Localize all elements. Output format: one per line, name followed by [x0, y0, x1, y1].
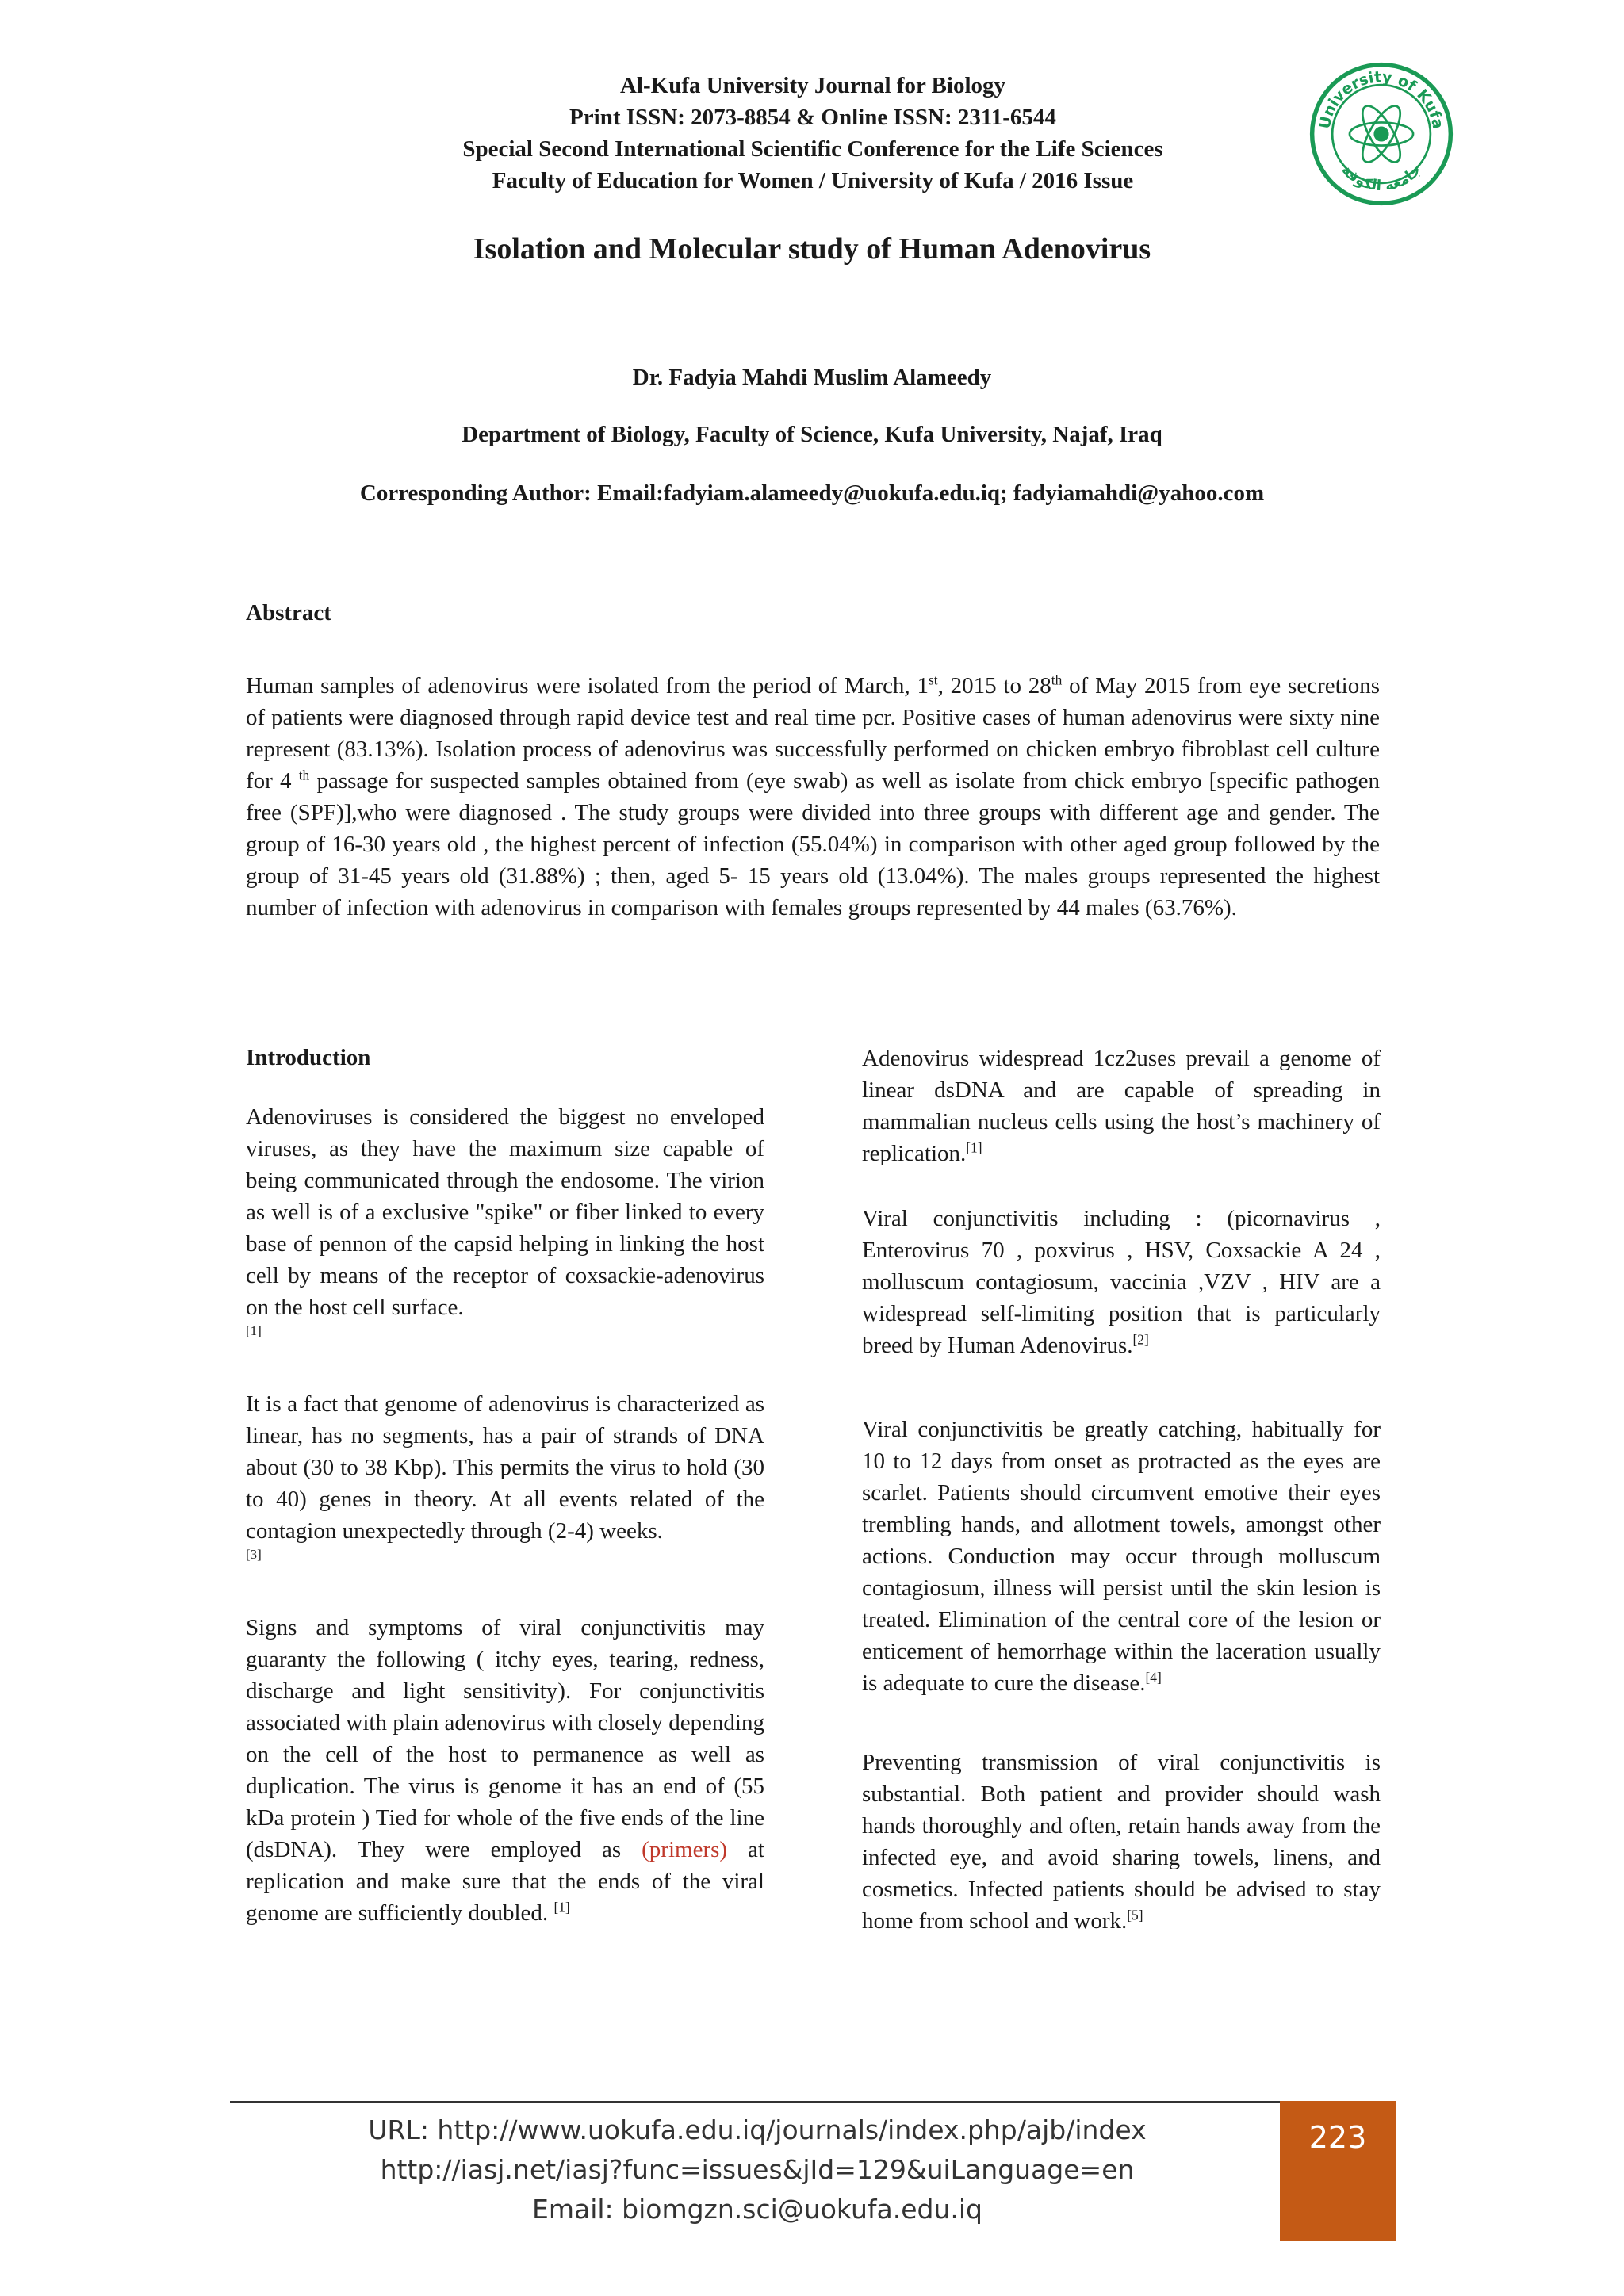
introduction-heading: Introduction — [246, 1045, 371, 1070]
citation: [4] — [1145, 1669, 1162, 1686]
conference-line: Special Second International Scientific Conference for the Life Sciences — [462, 136, 1163, 162]
university-seal-icon — [1307, 62, 1456, 206]
abstract-heading: Abstract — [246, 600, 331, 626]
intro-paragraph: Signs and symptoms of viral conjunctivitis may guaranty the following ( itchy eyes, tearing, redness, discharge and light sensitivity). For conjunctivitis associated with plain adenovirus with closely depending on the cell of the host to permanence as well as duplication. The virus is genome it has an end of (55 kDa protein ) Tied for whole of the five ends of the line (dsDNA). They were employed as (primers) at replication and make sure that the ends of the viral genome are sufficiently doubled. [1] — [246, 1615, 764, 1926]
journal-header — [301, 70, 1324, 197]
author-affiliation: Department of Biology, Faculty of Science, Kufa University, Najaf, Iraq — [462, 422, 1162, 447]
primers-link[interactable]: (primers) — [642, 1837, 728, 1862]
intro-paragraph: It is a fact that genome of adenovirus is characterized as linear, has no segments, has a pair of strands of DNA about (30 to 38 Kbp). This permits the virus to hold (30 to 40) genes in theory. At all events related of the contagion unexpectedly through (2-4) weeks. [3] — [246, 1391, 764, 1562]
footer-divider — [230, 2101, 1285, 2103]
citation: [2] — [1132, 1331, 1149, 1348]
introduction-left-column — [246, 1101, 764, 1929]
issue-line: Faculty of Education for Women / University of Kufa / 2016 Issue — [492, 168, 1134, 193]
citation: [1] — [553, 1899, 570, 1915]
page-number: 223 — [1308, 2120, 1367, 2155]
intro-paragraph: Preventing transmission of viral conjunctivitis is substantial. Both patient and provider should wash hands thoroughly and often, retain hands away from the infected eye, and avoid sharing towels, linens, and cosmetics. Infected patients should be advised to stay home from school and work.[5] — [862, 1750, 1381, 1934]
abstract-text: Human samples of adenovirus were isolated from the period of March, 1st, 2015 to 28th of May 2015 from eye secretions of patients were diagnosed through rapid device test and real time pcr. Positive cases of human adenovirus were sixty nine represent (83.13%). Isolation process of adenovirus was successfully performed on chicken embryo fibroblast cell culture for 4 $^{th}$ passage for suspected samples obtained from (eye swab) as well as isolate from chick embryo [specific pathogen free (SPF)],who were diagnosed . The study groups were divided into three groups with different age and gender. The group of 16-30 years old , the highest percent of infection (55.04%) in comparison with other aged group followed by the group of 31-45 years old (31.88%) ; then, aged 5- 15 years old (13.04%). The males groups represented the highest number of infection with adenovirus in comparison with females groups represented by 44 males (63.76%). — [246, 672, 1380, 920]
footer — [230, 2110, 1285, 2229]
corresponding-author: Corresponding Author: Email:fadyiam.alameedy@uokufa.edu.iq; fadyiamahdi@yahoo.com — [359, 480, 1265, 506]
footer-url-iasj[interactable]: http://iasj.net/iasj?func=issues&jId=129&uiLanguage=en — [380, 2154, 1135, 2185]
journal-name: Al-Kufa University Journal for Biology — [619, 73, 1006, 98]
issn-line: Print ISSN: 2073-8854 & Online ISSN: 2311-6544 — [569, 105, 1056, 130]
seal-text-top: University of Kufa — [1315, 67, 1448, 131]
citation: [1] — [246, 1323, 262, 1338]
intro-paragraph: Adenoviruses is considered the biggest no enveloped viruses, as they have the maximum size capable of being communicated through the endosome. The virion as well is of a exclusive "spike" or fiber linked to every base of pennon of the capsid helping in linking the host cell by means of the receptor of coxsackie-adenovirus on the host cell surface. [1] — [246, 1104, 764, 1338]
paper-title: Isolation and Molecular study of Human Adenovirus — [473, 232, 1151, 266]
intro-paragraph: Viral conjunctivitis including : (picornavirus , Enterovirus 70 , poxvirus , HSV, Coxsackie A 24 , molluscum contagiosum, vaccinia ,VZV , HIV are a widespread self-limiting position that is particularly breed by Human Adenovirus.[2] — [862, 1206, 1381, 1358]
citation: [5] — [1127, 1907, 1143, 1923]
seal-text-bottom: جامعة الكوفة — [1338, 162, 1425, 195]
introduction-right-column — [862, 1043, 1381, 1937]
intro-paragraph: Viral conjunctivitis be greatly catching, habitually for 10 to 12 days from onset as protracted as the eyes are scarlet. Patients should circumvent emotive their eyes trembling hands, and allotment towels, amongst other actions. Conduction may occur through molluscum contagiosum, illness will persist until the skin lesion is treated. Elimination of the central core of the lesion or enticement of hemorrhage within the laceration usually is adequate to cure the disease.[4] — [862, 1417, 1381, 1696]
citation: [3] — [246, 1547, 262, 1562]
footer-url-journal[interactable]: URL: http://www.uokufa.edu.iq/journals/index.php/ajb/index — [368, 2114, 1147, 2145]
intro-paragraph: Adenovirus widespread 1cz2uses prevail a genome of linear dsDNA and are capable of spreading in mammalian nucleus cells using the host’s machinery of replication.[1] — [862, 1046, 1381, 1166]
footer-email[interactable]: Email: biomgzn.sci@uokufa.edu.iq — [531, 2194, 982, 2225]
author-name: Dr. Fadyia Mahdi Muslim Alameedy — [632, 365, 992, 390]
citation: [1] — [966, 1139, 982, 1156]
page-number-box — [1280, 2101, 1396, 2241]
